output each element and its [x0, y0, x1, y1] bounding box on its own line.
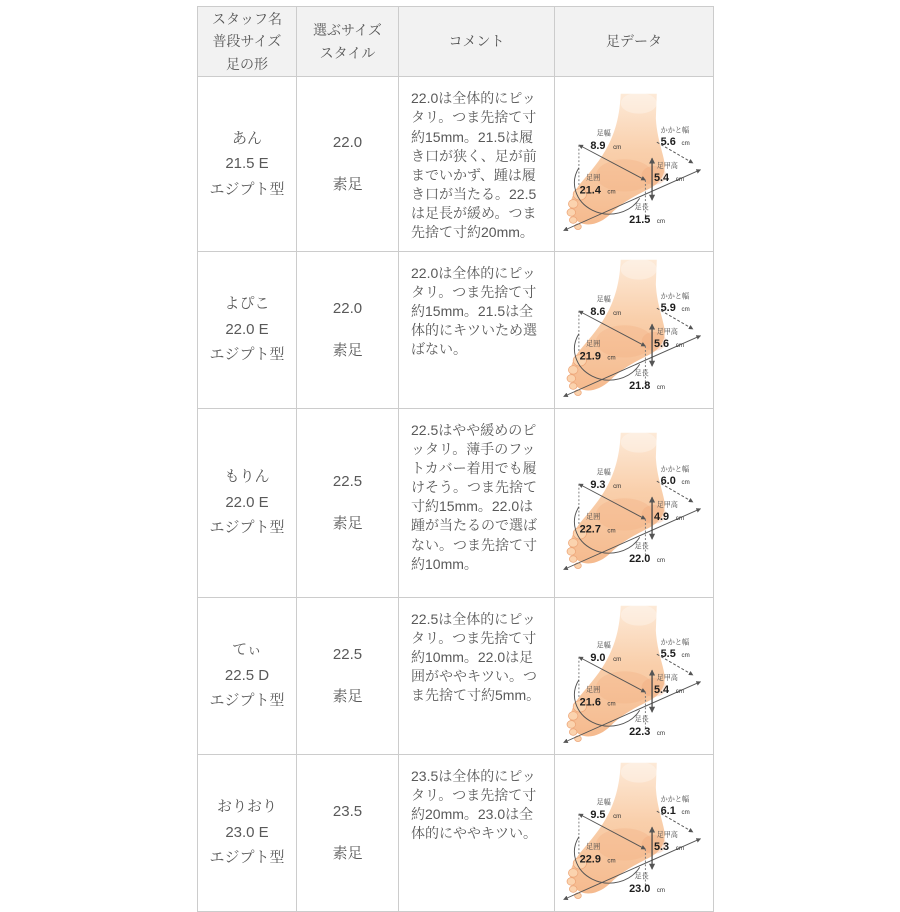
heel-width-unit: cm [681, 139, 690, 147]
instep-height-label: 足甲高 [656, 161, 678, 170]
foot-width-label: 足幅 [596, 641, 611, 650]
foot-width-value: 9.5 [590, 808, 606, 821]
size-cell [297, 597, 399, 754]
foot-length-value: 21.5 [629, 213, 651, 226]
header-foot-data: 足データ [555, 7, 714, 77]
foot-measurement-diagram [557, 757, 711, 909]
table-row [198, 408, 714, 597]
instep-height-value: 5.4 [653, 171, 670, 184]
foot-measurement-diagram [557, 427, 711, 579]
foot-width-value: 9.3 [590, 478, 606, 491]
foot-girth-value: 22.7 [579, 522, 601, 535]
foot-length-label: 足長 [634, 542, 649, 551]
staff-cell: おりおり 23.0 E エジプト型 [198, 754, 297, 911]
size-cell [297, 77, 399, 251]
foot-width-label: 足幅 [596, 468, 611, 477]
heel-width-unit: cm [681, 478, 690, 486]
heel-width-label: かかと幅 [660, 638, 690, 647]
foot-length-value: 23.0 [629, 882, 651, 895]
foot-length-unit: cm [656, 886, 666, 894]
instep-height-value: 4.9 [653, 510, 670, 523]
header-row [198, 7, 714, 77]
heel-width-unit: cm [681, 305, 690, 313]
chosen-size: 22.5 [332, 472, 363, 490]
instep-height-label: 足甲高 [656, 673, 678, 682]
comment-cell: 22.0は全体的にピッタリ。つま先捨て寸約15mm。21.5は履き口が狭く、足が前までいかず、踵は履き口が当たる。22.5は足長が緩め。つま先捨て寸約20mm。 [399, 77, 555, 251]
foot-length-label: 足長 [634, 872, 649, 881]
comment-cell: 22.0は全体的にピッタリ。つま先捨て寸約15mm。21.5は全体的にキツいため選ばない。 [399, 251, 555, 408]
table-row [198, 251, 714, 408]
wearing-style: 素足 [332, 341, 363, 359]
foot-data-cell [555, 77, 714, 251]
foot-girth-value: 22.9 [579, 852, 601, 865]
foot-measurement-diagram [557, 254, 711, 406]
staff-cell: もりん 22.0 E エジプト型 [198, 408, 297, 597]
instep-height-value: 5.4 [653, 683, 670, 696]
foot-girth-unit: cm [607, 699, 616, 707]
header-staff: スタッフ名 普段サイズ 足の形 [198, 7, 297, 77]
chosen-size: 22.0 [332, 133, 363, 151]
foot-measurement-diagram [557, 600, 711, 752]
staff-cell: よぴこ 22.0 E エジプト型 [198, 251, 297, 408]
foot-width-value: 9.0 [590, 651, 606, 664]
table-row [198, 597, 714, 754]
foot-girth-unit: cm [607, 188, 616, 196]
chosen-size: 22.0 [332, 299, 363, 317]
comment-cell: 22.5は全体的にピッタリ。つま先捨て寸約10mm。22.0は足囲がややキツい。つま先捨て寸約5mm。 [399, 597, 555, 754]
foot-width-label: 足幅 [596, 295, 611, 304]
wearing-style: 素足 [332, 687, 363, 705]
instep-height-label: 足甲高 [656, 500, 678, 509]
foot-measurement-diagram [557, 88, 711, 240]
foot-length-value: 21.8 [629, 379, 651, 392]
heel-width-unit: cm [681, 808, 690, 816]
instep-height-unit: cm [675, 341, 685, 349]
foot-girth-unit: cm [607, 526, 616, 534]
wearing-style: 素足 [332, 175, 363, 193]
instep-height-label: 足甲高 [656, 830, 678, 839]
foot-length-unit: cm [656, 383, 666, 391]
table-row [198, 754, 714, 911]
foot-girth-value: 21.4 [579, 184, 601, 197]
header-comment: コメント [399, 7, 555, 77]
size-cell [297, 408, 399, 597]
foot-width-unit: cm [613, 655, 622, 663]
foot-girth-unit: cm [607, 856, 616, 864]
foot-girth-label: 足囲 [586, 174, 601, 183]
table-row [198, 77, 714, 251]
wearing-style: 素足 [332, 514, 363, 532]
foot-length-unit: cm [656, 217, 666, 225]
foot-data-cell [555, 597, 714, 754]
foot-girth-label: 足囲 [586, 512, 601, 521]
heel-width-value: 5.5 [660, 647, 676, 660]
heel-width-value: 6.1 [660, 804, 676, 817]
foot-data-cell [555, 754, 714, 911]
instep-height-value: 5.6 [653, 337, 670, 350]
foot-girth-unit: cm [607, 353, 616, 361]
staff-cell: てぃ 22.5 D エジプト型 [198, 597, 297, 754]
foot-girth-label: 足囲 [586, 842, 601, 851]
instep-height-label: 足甲高 [656, 327, 678, 336]
foot-girth-value: 21.9 [579, 349, 601, 362]
foot-width-value: 8.6 [590, 305, 606, 318]
foot-width-unit: cm [613, 482, 622, 490]
heel-width-value: 5.6 [660, 135, 676, 148]
instep-height-unit: cm [675, 844, 685, 852]
heel-width-value: 5.9 [660, 301, 676, 314]
heel-width-label: かかと幅 [660, 126, 690, 135]
foot-width-value: 8.9 [590, 139, 606, 152]
chosen-size: 23.5 [332, 802, 363, 820]
instep-height-unit: cm [675, 687, 685, 695]
heel-width-label: かかと幅 [660, 292, 690, 301]
comment-cell: 23.5は全体的にピッタリ。つま先捨て寸約20mm。23.0は全体的にややキツい。 [399, 754, 555, 911]
foot-width-label: 足幅 [596, 129, 611, 138]
heel-width-label: かかと幅 [660, 465, 690, 474]
foot-girth-value: 21.6 [579, 695, 601, 708]
foot-length-label: 足長 [634, 369, 649, 378]
instep-height-value: 5.3 [653, 840, 670, 853]
foot-length-unit: cm [656, 556, 666, 564]
foot-length-value: 22.0 [629, 552, 651, 565]
foot-width-label: 足幅 [596, 798, 611, 807]
fitting-table [197, 6, 714, 912]
foot-length-label: 足長 [634, 203, 649, 212]
foot-length-unit: cm [656, 729, 666, 737]
instep-height-unit: cm [675, 175, 685, 183]
size-cell [297, 754, 399, 911]
size-cell [297, 251, 399, 408]
foot-girth-label: 足囲 [586, 685, 601, 694]
foot-width-unit: cm [613, 143, 622, 151]
comment-cell: 22.5はやや緩めのピッタリ。薄手のフットカバー着用でも履けそう。つま先捨て寸約15mm。22.0は踵が当たるので選ばない。つま先捨て寸約10mm。 [399, 408, 555, 597]
size-review-table-wrap [197, 6, 713, 912]
chosen-size: 22.5 [332, 645, 363, 663]
foot-length-label: 足長 [634, 715, 649, 724]
foot-data-cell [555, 251, 714, 408]
instep-height-unit: cm [675, 514, 685, 522]
foot-width-unit: cm [613, 309, 622, 317]
staff-cell: あん 21.5 E エジプト型 [198, 77, 297, 251]
heel-width-value: 6.0 [660, 474, 676, 487]
foot-data-cell [555, 408, 714, 597]
foot-width-unit: cm [613, 812, 622, 820]
foot-length-value: 22.3 [629, 725, 651, 738]
heel-width-label: かかと幅 [660, 795, 690, 804]
foot-girth-label: 足囲 [586, 339, 601, 348]
header-size: 選ぶサイズ スタイル [297, 7, 399, 77]
heel-width-unit: cm [681, 651, 690, 659]
wearing-style: 素足 [332, 844, 363, 862]
